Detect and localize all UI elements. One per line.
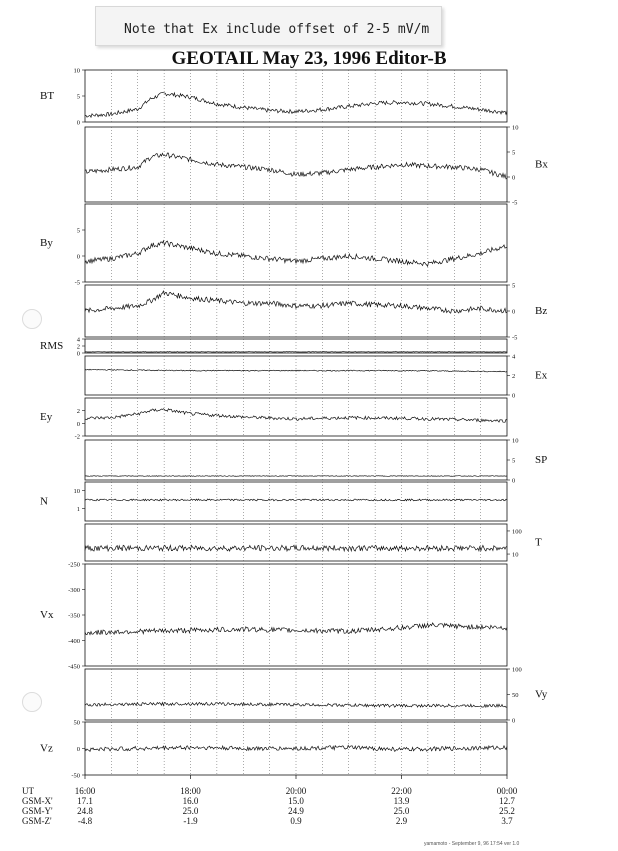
xaxis-value: 22:00 <box>391 786 412 796</box>
y-tick-label: -5 <box>512 334 518 342</box>
y-tick-label: 50 <box>512 692 519 699</box>
y-tick-label: 0 <box>512 392 516 400</box>
xaxis-value: -4.8 <box>77 816 93 826</box>
y-tick-label: 5 <box>512 282 516 290</box>
y-tick-label: 0 <box>76 350 80 358</box>
y-tick-label: -2 <box>74 433 80 441</box>
panel-frame-vy <box>85 669 507 720</box>
y-tick-label: 0 <box>512 174 516 182</box>
series-label-by: By <box>40 237 53 249</box>
y-tick-label: -450 <box>68 663 80 671</box>
series-line-vy <box>85 702 507 707</box>
xaxis-value: 25.2 <box>499 806 515 816</box>
xaxis-value: 0.9 <box>290 816 302 826</box>
xaxis-value: 20:00 <box>285 786 307 796</box>
offset-note: Note that Ex include offset of 2-5 mV/m <box>124 22 430 37</box>
y-tick-label: 4 <box>512 353 516 361</box>
xaxis-value: 2.9 <box>395 816 408 826</box>
xaxis-value: 18:00 <box>180 786 201 796</box>
series-label-vx: Vx <box>40 609 54 621</box>
y-tick-label: 5 <box>512 149 516 157</box>
y-tick-label: 10 <box>73 488 80 496</box>
y-tick-label: 0 <box>512 717 516 725</box>
series-line-bt <box>85 93 507 118</box>
y-tick-label: 1 <box>76 505 80 513</box>
series-label-bt: BT <box>40 90 55 102</box>
series-line-vz <box>85 745 507 751</box>
xaxis-value: 24.9 <box>288 806 304 816</box>
xaxis-row-label: GSM-Z' <box>22 816 52 826</box>
y-tick-label: 5 <box>512 457 516 465</box>
xaxis-value: 15.0 <box>288 796 304 806</box>
y-tick-label: -5 <box>74 279 80 287</box>
y-tick-label: 0 <box>512 308 516 316</box>
series-label-ex: Ex <box>535 369 548 382</box>
xaxis-value: 3.7 <box>501 816 513 826</box>
y-tick-label: 10 <box>73 67 80 75</box>
xaxis-value: 12.7 <box>499 796 515 806</box>
series-label-vz: Vz <box>40 742 53 755</box>
chart-title: GEOTAIL May 23, 1996 Editor-B <box>171 48 447 69</box>
y-tick-label: 2 <box>512 373 516 380</box>
y-tick-label: -5 <box>512 199 518 207</box>
xaxis-row-label: GSM-Y' <box>22 806 53 816</box>
xaxis-value: 13.9 <box>393 796 410 806</box>
y-tick-label: 100 <box>512 666 522 674</box>
series-label-bz: Bz <box>535 305 548 317</box>
y-tick-label: 0 <box>76 253 80 261</box>
xaxis-value: 25.0 <box>182 806 199 816</box>
series-line-sp <box>85 476 507 477</box>
y-tick-label: -400 <box>68 638 80 645</box>
xaxis-value: 16.0 <box>182 796 199 806</box>
series-label-vy: Vy <box>535 688 548 701</box>
series-label-sp: SP <box>535 454 548 466</box>
y-tick-label: 2 <box>76 408 80 416</box>
series-label-n: N <box>40 495 48 508</box>
series-label-bx: Bx <box>535 158 548 171</box>
xaxis-row-label: UT <box>22 786 34 796</box>
series-label-ey: Ey <box>40 411 53 423</box>
y-tick-label: -50 <box>71 772 80 780</box>
xaxis-value: 24.8 <box>77 806 93 816</box>
xaxis-value: 17.1 <box>77 796 93 806</box>
y-tick-label: 10 <box>512 124 519 132</box>
xaxis-value: 25.0 <box>393 806 410 816</box>
panel-frame-bt <box>85 70 507 122</box>
series-line-bx <box>85 153 507 179</box>
y-tick-label: 10 <box>512 437 519 445</box>
xaxis-value: -1.9 <box>183 816 198 826</box>
y-tick-label: 10 <box>512 551 519 559</box>
y-tick-label: 4 <box>76 336 80 344</box>
xaxis-value: 00:00 <box>496 786 518 796</box>
footer-stamp: yamamoto - September 9, 96 17:54 ver 1.0 <box>424 841 520 847</box>
y-tick-label: 0 <box>512 477 516 485</box>
y-tick-label: 0 <box>76 746 80 753</box>
series-line-n <box>85 499 507 501</box>
y-tick-label: 0 <box>76 420 80 428</box>
y-tick-label: -300 <box>68 587 80 594</box>
y-tick-label: 50 <box>73 719 80 727</box>
panel-frame-bz <box>85 285 507 337</box>
series-label-rms: RMS <box>40 340 64 352</box>
y-tick-label: -250 <box>68 561 80 569</box>
xaxis-value: 16:00 <box>74 786 96 796</box>
xaxis-row-label: GSM-X' <box>22 796 53 806</box>
series-line-by <box>85 241 507 267</box>
series-label-t: T <box>535 536 542 549</box>
y-tick-label: 100 <box>512 528 522 536</box>
y-tick-label: 5 <box>76 93 80 101</box>
y-tick-label: 0 <box>76 119 80 127</box>
y-tick-label: 2 <box>76 343 80 351</box>
y-tick-label: -350 <box>68 612 80 620</box>
y-tick-label: 5 <box>76 227 80 235</box>
